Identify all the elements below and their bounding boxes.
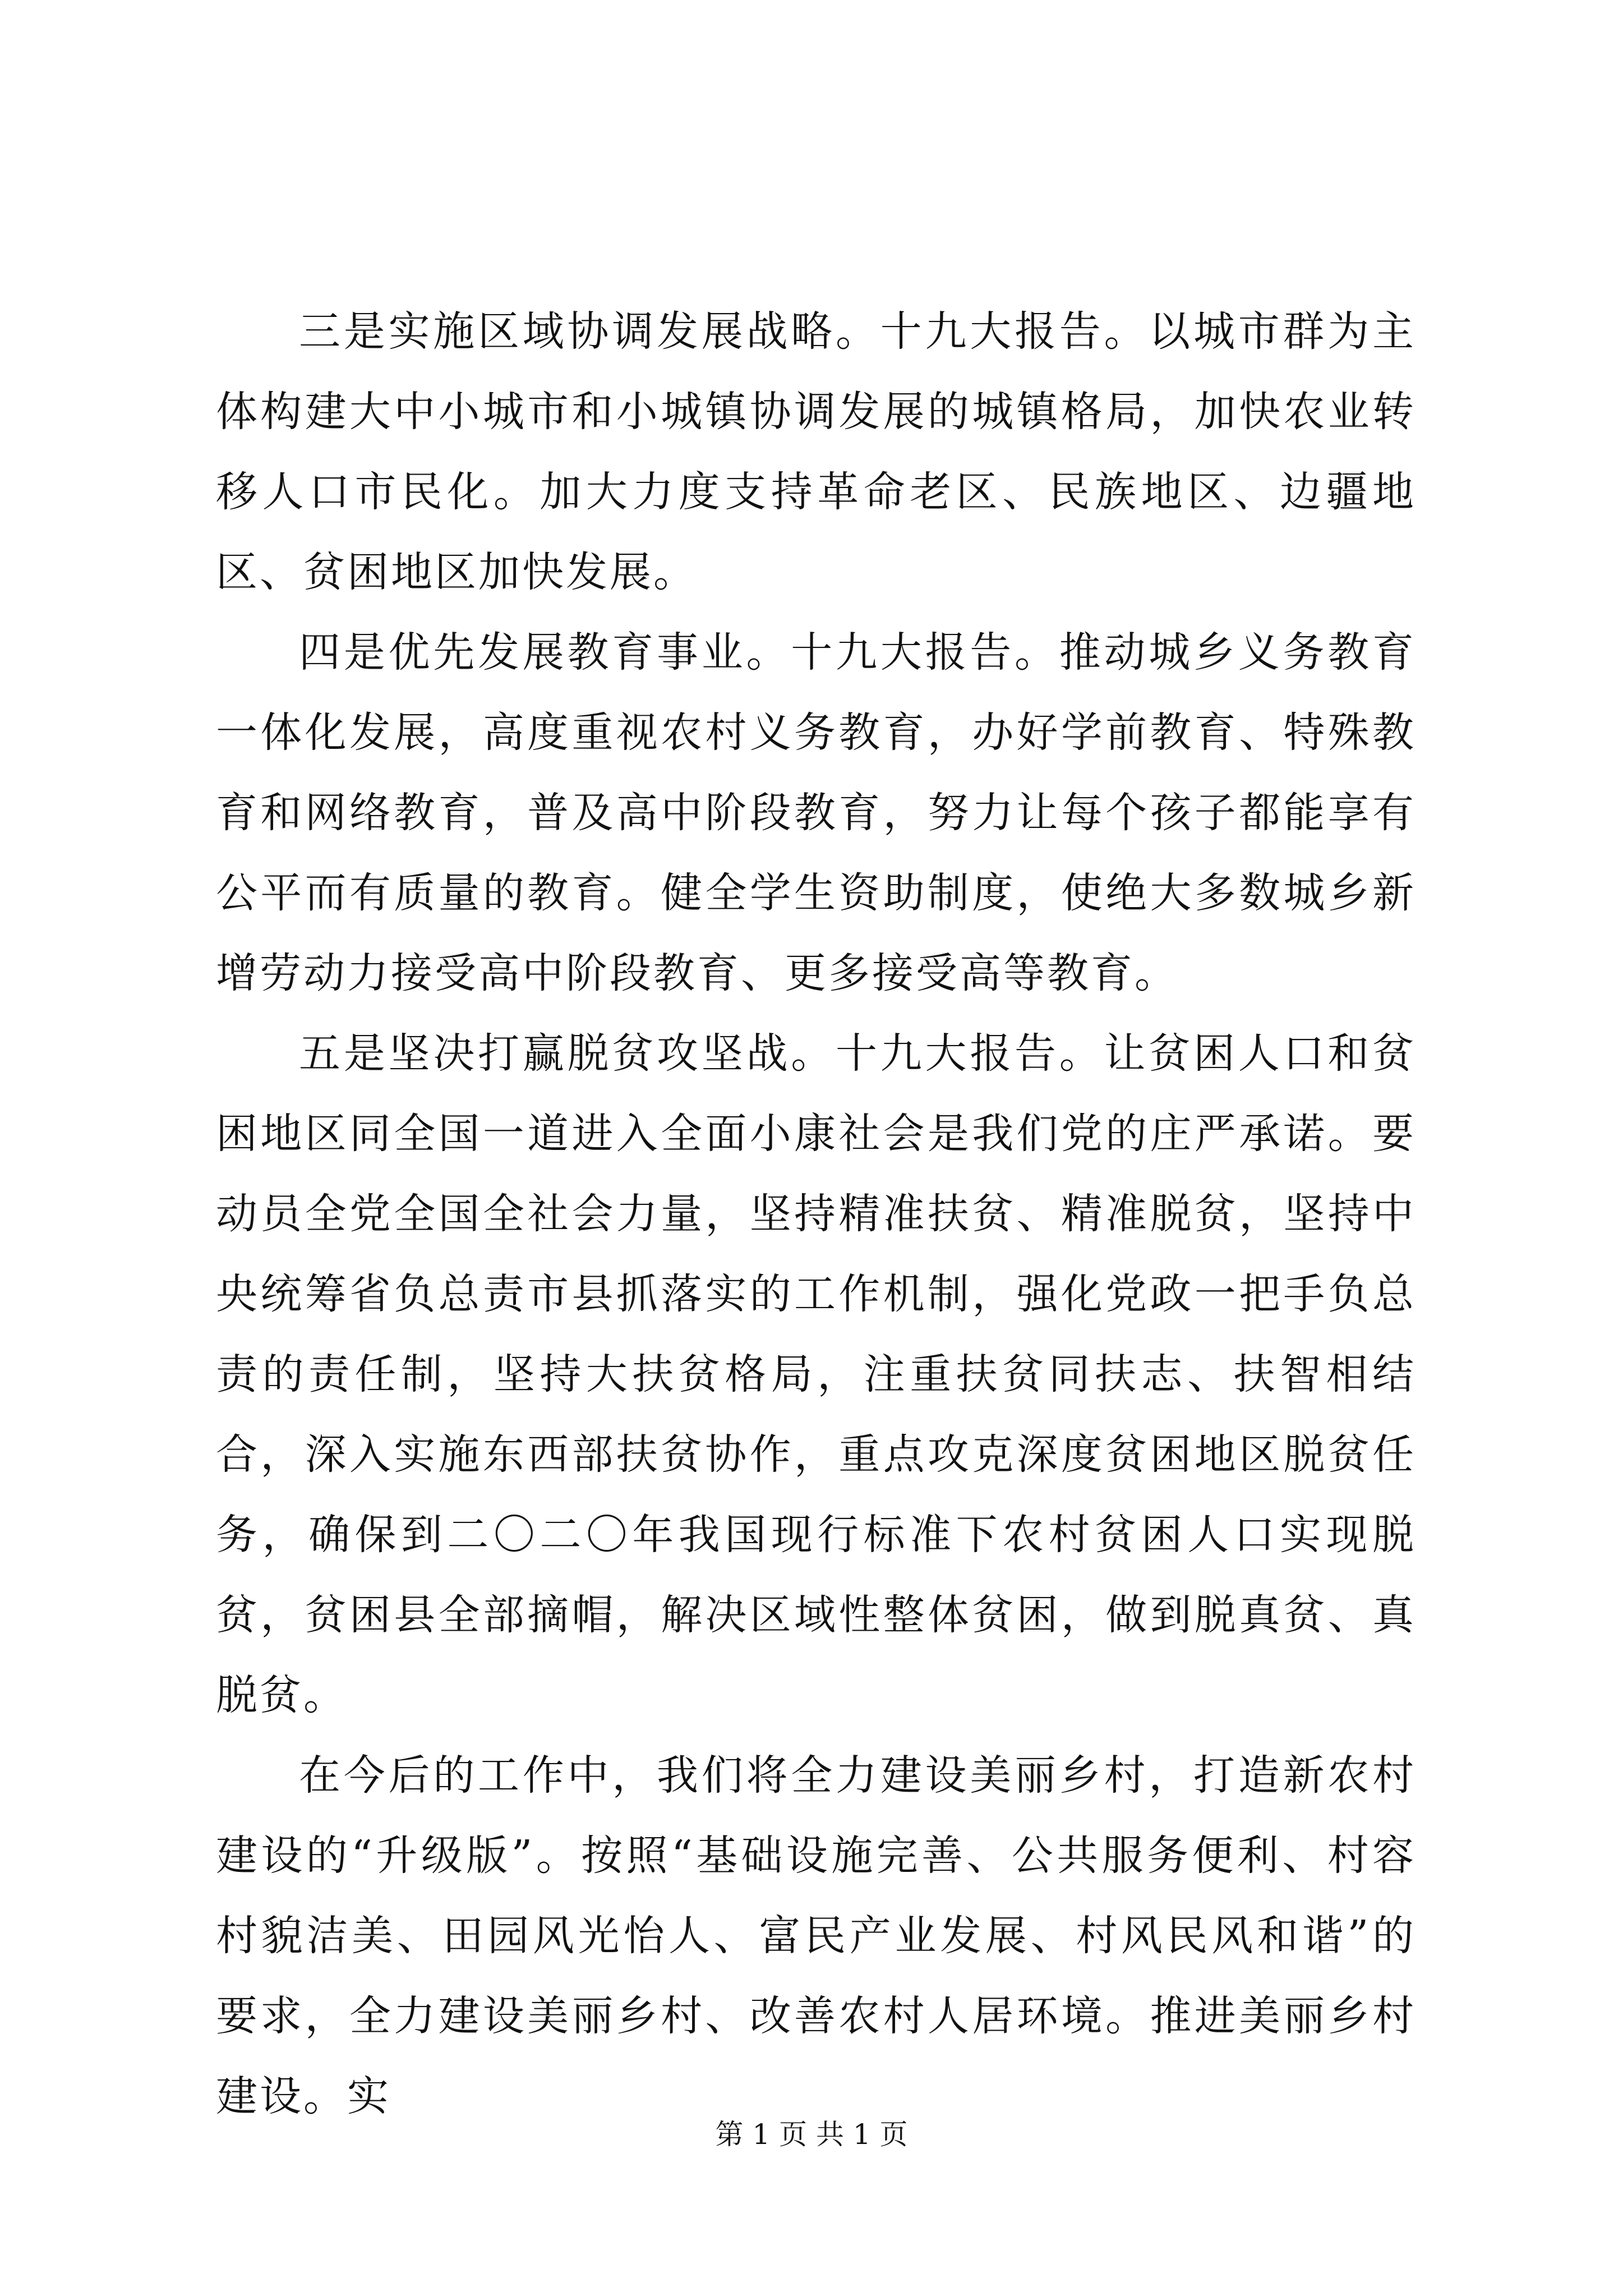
paragraph-future-work: 在今后的工作中，我们将全力建设美丽乡村，打造新农村建设的“升级版”。按照“基础设施完善、公共服务便利、村容村貌洁美、田园风光怡人、富民产业发展、村风民风和谐”的要求，全力建设美丽乡村、改善农村人居环境。推进美丽乡村建设。实 [216, 1751, 1416, 2120]
paragraph-poverty-alleviation: 五是坚决打赢脱贫攻坚战。十九大报告。让贫困人口和贫困地区同全国一道进入全面小康社会是我们党的庄严承诺。要动员全党全国全社会力量，坚持精准扶贫、精准脱贫，坚持中央统筹省负总责市县抓落实的工作机制，强化党政一把手负总责的责任制，坚持大扶贫格局，注重扶贫同扶志、扶智相结合，深入实施东西部扶贫协作，重点攻克深度贫困地区脱贫任务，确保到二〇二〇年我国现行标准下农村贫困人口实现脱贫，贫困县全部摘帽，解决区域性整体贫困，做到脱真贫、真脱贫。 [216, 1029, 1416, 1719]
paragraph-regional-strategy: 三是实施区域协调发展战略。十九大报告。以城市群为主体构建大中小城市和小城镇协调发展的城镇格局，加快农业转移人口市民化。加大力度支持革命老区、民族地区、边疆地区、贫困地区加快发展。 [216, 307, 1416, 596]
paragraph-education: 四是优先发展教育事业。十九大报告。推动城乡义务教育一体化发展，高度重视农村义务教育，办好学前教育、特殊教育和网络教育，普及高中阶段教育，努力让每个孩子都能享有公平而有质量的教育。健全学生资助制度，使绝大多数城乡新增劳动力接受高中阶段教育、更多接受高等教育。 [216, 628, 1416, 997]
document-body [216, 292, 1416, 2137]
page-footer: 第 1 页 共 1 页 [715, 2118, 908, 2151]
